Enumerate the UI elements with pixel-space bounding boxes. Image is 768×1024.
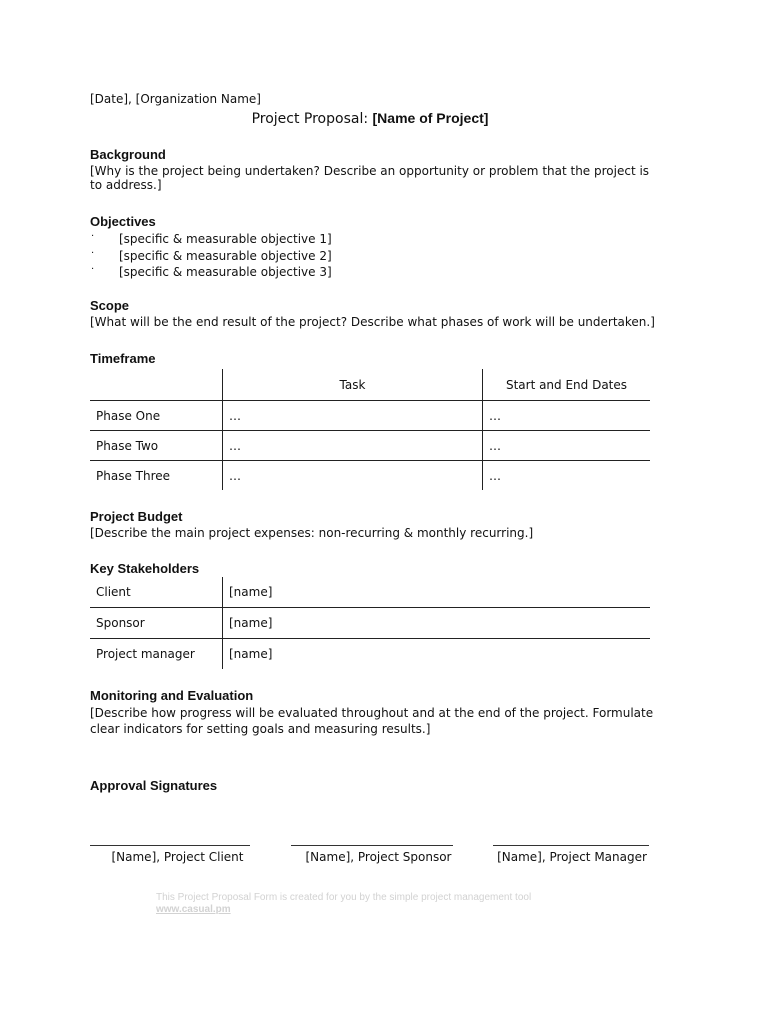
table-cell: [name] (223, 608, 651, 639)
list-item: · [specific & measurable objective 2] (91, 247, 332, 263)
background-heading: Background (90, 147, 166, 162)
table-header-cell: Task (223, 369, 483, 401)
date-organization: [Date], [Organization Name] (90, 92, 261, 106)
table-row (90, 401, 650, 431)
scope-section (90, 298, 655, 329)
stakeholders-table (90, 577, 650, 669)
budget-text: [Describe the main project expenses: non-recurring & monthly recurring.] (90, 526, 534, 540)
table-row (90, 608, 650, 639)
table-header-row (90, 369, 650, 401)
objectives-section (90, 214, 655, 281)
table-row (90, 461, 650, 491)
table-cell: … (489, 468, 501, 483)
footer-note (156, 892, 531, 916)
bullet-icon: · (91, 231, 95, 242)
timeframe-section (90, 351, 655, 490)
table-cell: … (223, 431, 483, 461)
background-text: [Why is the project being undertaken? Describe an opportunity or problem that the project is to address.] (90, 164, 650, 192)
signature-line-sponsor (291, 845, 453, 846)
approval-section (90, 778, 655, 794)
table-cell: … (223, 401, 483, 431)
budget-section (90, 509, 655, 540)
table-row (90, 577, 650, 608)
monitoring-text: [Describe how progress will be evaluated throughout and at the end of the project. Formulate clear indicators for setting goals and measuring results.] (90, 706, 654, 736)
stakeholders-heading: Key Stakeholders (90, 561, 200, 576)
table-cell: … (483, 401, 651, 431)
bullet-icon: · (91, 264, 95, 275)
table-cell: Client (90, 577, 223, 608)
table-cell: … (483, 431, 651, 461)
table-header-cell (90, 369, 223, 401)
table-cell: … (223, 461, 483, 491)
stakeholders-section (90, 561, 655, 669)
table-cell: [name] (223, 577, 651, 608)
document-body (90, 92, 650, 127)
timeframe-table (90, 369, 650, 490)
objectives-heading: Objectives (90, 214, 156, 229)
signature-label-client: [Name], Project Client (111, 850, 244, 864)
monitoring-section (90, 688, 655, 737)
list-item: · [specific & measurable objective 3] (91, 264, 332, 279)
monitoring-heading: Monitoring and Evaluation (90, 688, 254, 703)
signature-label-manager: [Name], Project Manager (497, 850, 647, 864)
table-cell: [name] (229, 647, 273, 661)
budget-heading: Project Budget (90, 509, 183, 524)
signature-line-client (90, 845, 250, 846)
list-item: · [specific & measurable objective 1] (91, 231, 332, 246)
table-cell: Sponsor (90, 608, 223, 639)
page-title (90, 110, 650, 127)
footer-text: This Project Proposal Form is created for you by the simple project management tool (156, 892, 532, 903)
footer-link[interactable]: www.casual.pm (156, 904, 231, 915)
background-section (90, 147, 655, 192)
table-row (90, 639, 650, 670)
table-cell: Phase Three (90, 461, 223, 491)
table-row (90, 431, 650, 461)
timeframe-heading: Timeframe (90, 351, 156, 366)
signature-line-manager (493, 845, 649, 846)
scope-heading: Scope (90, 298, 130, 313)
table-cell: Phase One (90, 401, 223, 431)
title-prefix: Project Proposal: (251, 111, 369, 127)
table-cell: Phase Two (90, 431, 223, 461)
table-header-cell: Start and End Dates (483, 369, 651, 401)
objectives-list (90, 231, 655, 281)
project-name: [Name of Project] (372, 110, 489, 126)
bullet-icon: · (91, 247, 95, 259)
signature-label-sponsor: [Name], Project Sponsor (305, 850, 452, 864)
scope-text: [What will be the end result of the project? Describe what phases of work will be undertaken.] (90, 315, 655, 329)
approval-heading: Approval Signatures (90, 778, 218, 793)
table-cell: Project manager (90, 639, 223, 670)
